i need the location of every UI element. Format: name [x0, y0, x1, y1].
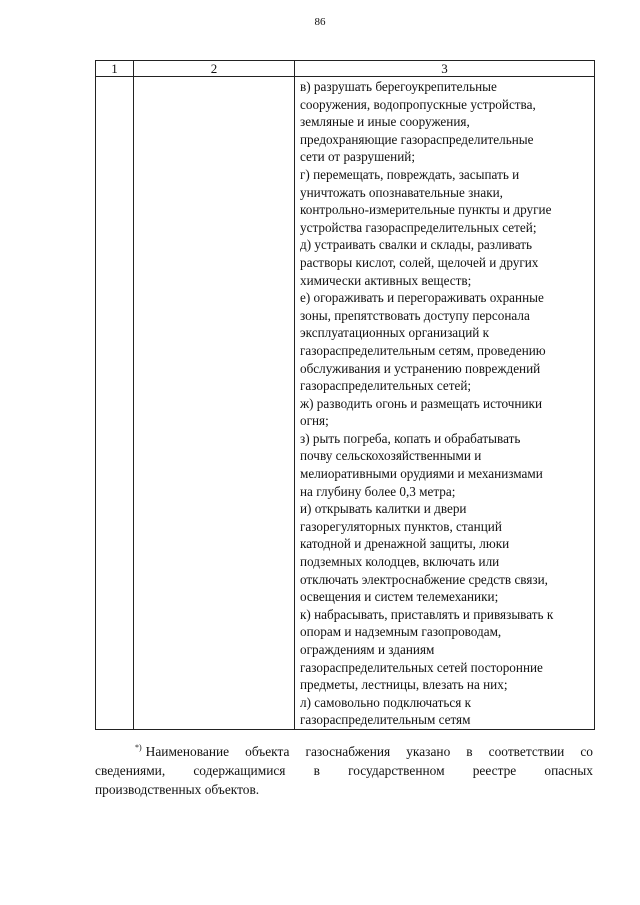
list-item: д) устраивать свалки и склады, разливать: [300, 237, 532, 253]
table-cell-col-3: [295, 77, 595, 730]
table-header-col-1: 1: [96, 61, 134, 77]
list-item: растворы кислот, солей, щелочей и других: [300, 254, 539, 270]
list-item: уничтожать опознавательные знаки,: [300, 184, 503, 200]
list-item: з) рыть погреба, копать и обрабатывать: [300, 430, 521, 446]
list-item: катодной и дренажной защиты, люки: [300, 536, 510, 552]
footnote-line-text: Наименование объекта газоснабжения указано в соответствии со: [145, 744, 593, 759]
footnote-line: [95, 738, 593, 761]
list-item: сооружения, водопропускные устройства,: [300, 96, 536, 112]
list-item: ж) разводить огонь и размещать источники: [300, 395, 543, 411]
footnote-line: производственных объектов.: [95, 782, 260, 797]
footnote: [95, 738, 593, 799]
table-header-col-2: 2: [134, 61, 295, 77]
table-cell-col-1: [96, 77, 134, 730]
list-item: почву сельскохозяйственными и: [300, 448, 482, 464]
prohibitions-list: [295, 77, 594, 729]
list-item: сети от разрушений;: [300, 149, 415, 165]
table-header-col-3: 3: [295, 61, 595, 77]
list-item: газорегуляторных пунктов, станций: [300, 518, 502, 534]
table-row: [96, 77, 595, 730]
list-item: опорам и надземным газопроводам,: [300, 624, 502, 640]
list-item: земляные и иные сооружения,: [300, 114, 470, 130]
list-item: на глубину более 0,3 метра;: [300, 483, 456, 499]
list-item: химически активных веществ;: [300, 272, 472, 288]
list-item: л) самовольно подключаться к: [300, 694, 472, 710]
list-item: газораспределительных сетей;: [300, 378, 472, 394]
list-item: обслуживания и устранению повреждений: [300, 360, 541, 376]
list-item: освещения и систем телемеханики;: [300, 589, 499, 605]
list-item: в) разрушать берегоукрепительные: [300, 79, 497, 94]
footnote-marker: *): [135, 743, 142, 752]
list-item: эксплуатационных организаций к: [300, 325, 490, 341]
list-item: г) перемещать, повреждать, засыпать и: [300, 166, 520, 182]
list-item: зоны, препятствовать доступу персонала: [300, 307, 530, 323]
list-item: газораспределительных сетей посторонние: [300, 659, 543, 675]
table-header-row: [96, 61, 595, 77]
document-table: [95, 60, 595, 730]
list-item: огня;: [300, 413, 329, 429]
page-number: 86: [314, 16, 326, 28]
footnote-line: сведениями, содержащимися в государственном реестре опасных: [95, 763, 593, 778]
list-item: подземных колодцев, включать или: [300, 554, 500, 570]
list-item: е) огораживать и перегораживать охранные: [300, 290, 544, 306]
list-item: и) открывать калитки и двери: [300, 501, 467, 517]
list-item: к) набрасывать, приставлять и привязывать к: [300, 606, 554, 622]
list-item: газораспределительным сетям: [300, 712, 471, 728]
list-item: контрольно-измерительные пункты и другие: [300, 202, 552, 218]
list-item: предметы, лестницы, влезать на них;: [300, 677, 508, 693]
list-item: мелиоративными орудиями и механизмами: [300, 466, 543, 482]
list-item: предохраняющие газораспределительные: [300, 131, 534, 147]
table-cell-col-2: [134, 77, 295, 730]
list-item: устройства газораспределительных сетей;: [300, 219, 537, 235]
list-item: ограждениям и зданиям: [300, 642, 435, 657]
list-item: газораспределительным сетям, проведению: [300, 342, 546, 358]
list-item: отключать электроснабжение средств связи,: [300, 571, 548, 587]
